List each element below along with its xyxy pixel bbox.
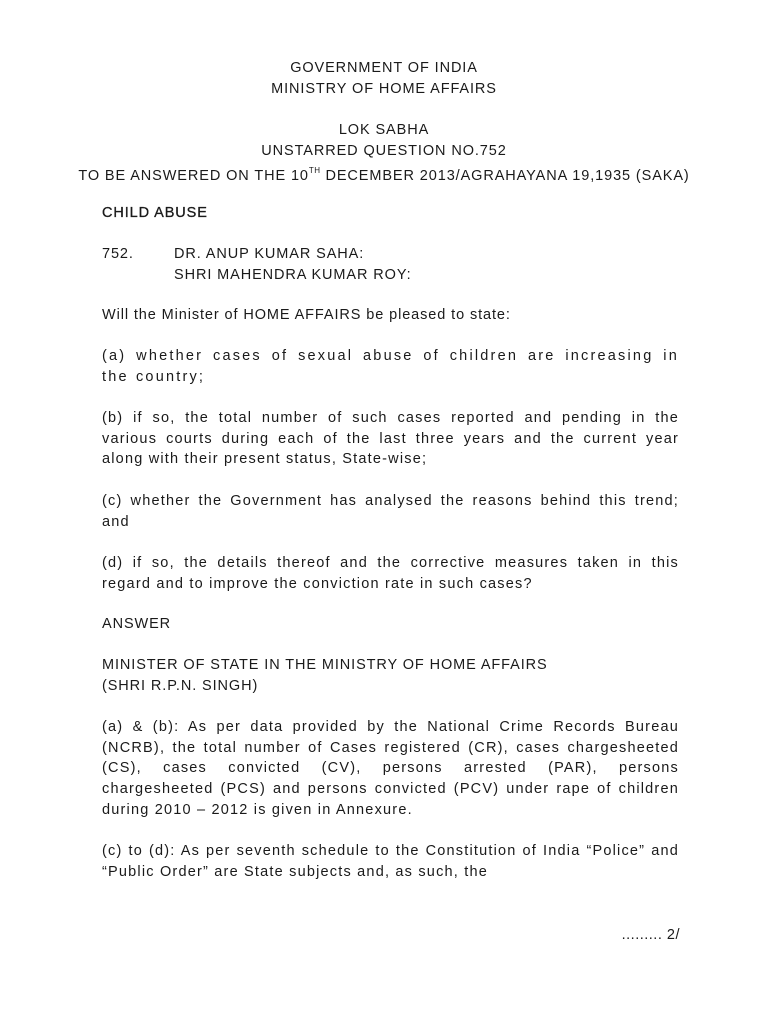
question-number: 752.: [102, 246, 134, 262]
ministry-heading: MINISTRY OF HOME AFFAIRS: [271, 81, 497, 97]
answer-date-prefix: TO BE ANSWERED ON THE 10: [78, 168, 309, 184]
question-number-heading: UNSTARRED QUESTION NO.752: [261, 143, 507, 159]
answer-para-ab: (a) & (b): As per data provided by the National Crime Records Bureau (NCRB), the total number of Cases registered (CR), cases chargesheeted (CS), cases convicted (CV), persons arrested (PAR), persons chargesheeted (PCS) and persons convicted (PCV) under rape of children during 2010 – 2012 is given in Annexure.: [102, 719, 679, 818]
question-part-a: (a) whether cases of sexual abuse of children are increasing in the country;: [102, 348, 679, 385]
answer-heading: ANSWER: [102, 616, 172, 632]
government-heading: GOVERNMENT OF INDIA: [290, 60, 478, 76]
continuation-marker: ......... 2/: [621, 927, 680, 943]
answer-date-superscript: TH: [308, 166, 321, 175]
question-intro: Will the Minister of HOME AFFAIRS be pleased to state:: [102, 307, 511, 323]
answer-date-suffix: DECEMBER 2013/AGRAHAYANA 19,1935 (SAKA): [320, 168, 690, 184]
answer-para-cd: (c) to (d): As per seventh schedule to the Constitution of India “Police” and “Public Order” are State subjects and, as such, the: [102, 843, 679, 880]
member-name-1: DR. ANUP KUMAR SAHA:: [174, 246, 365, 262]
question-part-d: (d) if so, the details thereof and the corrective measures taken in this regard and to improve the conviction rate in such cases?: [102, 555, 679, 592]
house-heading: LOK SABHA: [338, 122, 430, 138]
member-name-2: SHRI MAHENDRA KUMAR ROY:: [174, 267, 412, 283]
minister-name: (SHRI R.P.N. SINGH): [102, 678, 259, 694]
subject-title: CHILD ABUSE: [102, 205, 208, 221]
question-part-c: (c) whether the Government has analysed the reasons behind this trend; and: [102, 493, 679, 530]
question-part-b: (b) if so, the total number of such cases reported and pending in the various courts during each of the last three years and the current year along with their present status, State-wise;: [102, 410, 679, 468]
minister-title: MINISTER OF STATE IN THE MINISTRY OF HOME AFFAIRS: [102, 657, 548, 673]
answer-date-heading: [0, 161, 768, 186]
